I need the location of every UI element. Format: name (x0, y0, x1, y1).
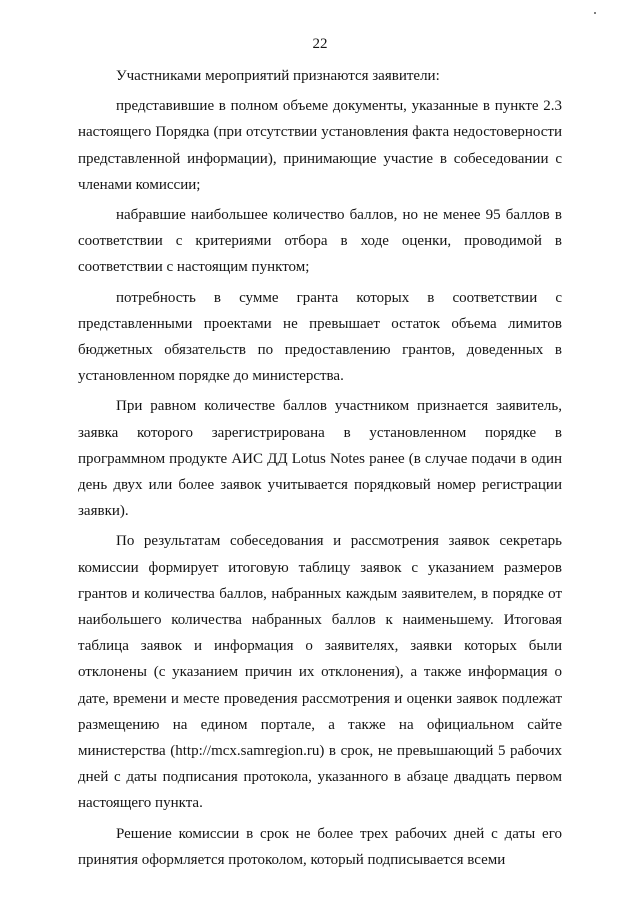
paragraph-condition-points: набравшие наибольшее количество баллов, но не менее 95 баллов в соответствии с критериями отбора в ходе оценки, проводимой в соответствии с настоящим пунктом; (78, 207, 562, 276)
paragraph-intro: Участниками мероприятий признаются заявители: (116, 68, 440, 84)
scan-speck (594, 12, 596, 14)
paragraph-results-table: По результатам собеседования и рассмотрения заявок секретарь комиссии формирует итоговую таблицу заявок с указанием размеров грантов и количества баллов, набранных каждым заявителем, в порядке от наибольшего количества набранных баллов к наименьшему. Итоговая таблица заявок и информация о заявителях, заявки которых были отклонены (с указанием причин их отклонения), а также информация о дате, времени и месте проведения рассмотрения и оценки заявок подлежат размещению на едином портале, а также на официальном сайте министерства (http://mcx.samregion.ru) в срок, не превышающий 5 рабочих дней с даты подписания протокола, указанного в абзаце двадцать первом настоящего пункта. (78, 533, 562, 812)
paragraph-commission-decision: Решение комиссии в срок не более трех рабочих дней с даты его принятия оформляется протоколом, который подписывается всеми (78, 825, 562, 868)
paragraph-equal-points: При равном количестве баллов участником признается заявитель, заявка которого зарегистрирована в установленном порядке в программном продукте АИС ДД Lotus Notes ранее (в случае подачи в один день двух или более заявок учитывается порядковый номер регистрации заявки). (78, 398, 562, 520)
paragraph-condition-documents: представившие в полном объеме документы, указанные в пункте 2.3 настоящего Порядка (при отсутствии установления факта недостоверности представленной информации), принимающие участие в собеседовании с членами комиссии; (78, 98, 562, 193)
page-number: 22 (312, 36, 328, 52)
document-body (78, 63, 562, 873)
paragraph-condition-limits: потребность в сумме гранта которых в соответствии с представленными проектами не превышает остаток объема лимитов бюджетных обязательств по предоставлению грантов, доведенных в установленном порядке до министерства. (78, 289, 562, 385)
